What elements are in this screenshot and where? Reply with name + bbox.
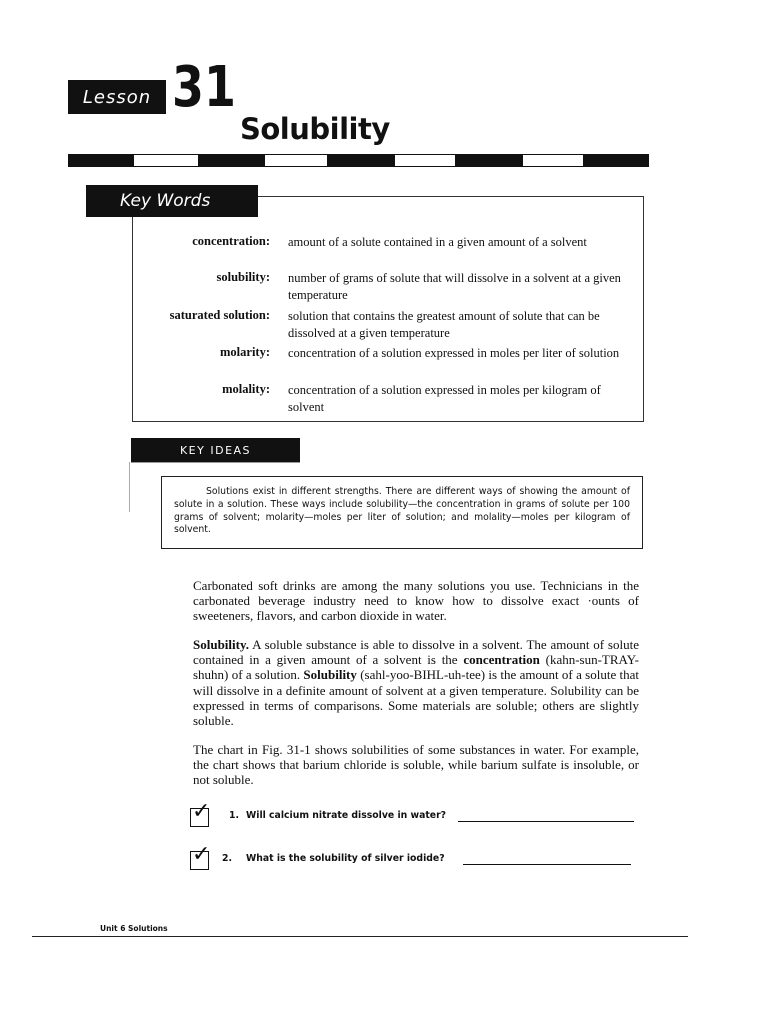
- key-word-term: solubility:: [216, 270, 270, 284]
- solubility-text-1: A soluble substance is able to dissolve in a solvent. The amount of solute contained in a given amount of a solvent is the: [193, 637, 639, 668]
- checkmark-icon: ✓: [190, 808, 209, 827]
- answer-line-1[interactable]: [458, 821, 634, 822]
- question-text: What is the solubility of silver iodide?: [246, 853, 445, 864]
- question-number: 2.: [222, 853, 233, 864]
- answer-line-2[interactable]: [463, 864, 631, 865]
- chart-paragraph: The chart in Fig. 31-1 shows solubilities of some substances in water. For example, the chart shows that barium chloride is soluble, while barium sulfate is insoluble, or not soluble.: [193, 742, 639, 788]
- solubility-paragraph: [193, 637, 639, 728]
- page-title: Solubility: [240, 112, 390, 146]
- checkmark-icon: ✓: [190, 851, 209, 870]
- question-number: 1.: [229, 810, 240, 821]
- key-word-definition: concentration of a solution expressed in moles per liter of solution: [288, 346, 620, 360]
- key-ideas-text: Solutions exist in different strengths. There are different ways of showing the amount of solute in a solution. These ways include solubility—the concentration in grams of solute per 100 grams of solvent; molarity—moles per liter of solution; and molality—moles per kilogram of solvent.: [161, 476, 643, 549]
- key-word-definition: number of grams of solute that will dissolve in a solvent at a given temperature: [288, 271, 621, 302]
- key-word-term: molarity:: [220, 345, 270, 359]
- footer-rule: [32, 936, 688, 937]
- solubility-text-3: (sahl-yoo-BIHL-uh-tee) is the amount of a solute that will dissolve in a definite amount of solvent at a given temperature. Solubility can be expressed in terms of comparisons. Some materials are soluble; others are slightly soluble.: [193, 667, 640, 729]
- solubility-term: Solubility: [303, 667, 357, 683]
- header-divider-band: [68, 154, 649, 167]
- solubility-heading: Solubility.: [193, 637, 249, 652]
- key-words-heading: Key Words: [86, 185, 258, 217]
- key-ideas-heading: KEY IDEAS: [131, 438, 300, 462]
- lesson-label: Lesson: [68, 80, 166, 114]
- intro-paragraph: Carbonated soft drinks are among the many solutions you use. Technicians in the carbonated beverage industry need to know how to dissolve exact ·ounts of sweeteners, flavors, and carbon dioxide in water.: [193, 578, 639, 624]
- key-word-definition: solution that contains the greatest amount of solute that can be dissolved at a given temperature: [288, 309, 600, 340]
- key-ideas-side-line: [129, 462, 130, 512]
- key-word-definition: amount of a solute contained in a given amount of a solvent: [288, 235, 587, 249]
- lesson-number: 31: [172, 55, 236, 120]
- key-word-term: molality:: [222, 382, 270, 396]
- key-ideas-divider: [131, 462, 300, 463]
- solubility-text-2: (kahn-sun-TRAY-shuhn) of a solution.: [193, 652, 640, 683]
- footer-unit-label: Unit 6 Solutions: [100, 924, 168, 933]
- key-word-definition: concentration of a solution expressed in moles per kilogram of solvent: [288, 383, 601, 414]
- question-text: Will calcium nitrate dissolve in water?: [246, 810, 447, 821]
- concentration-term: concentration: [463, 652, 540, 668]
- key-word-term: concentration:: [192, 234, 270, 248]
- key-word-term: saturated solution:: [169, 308, 270, 322]
